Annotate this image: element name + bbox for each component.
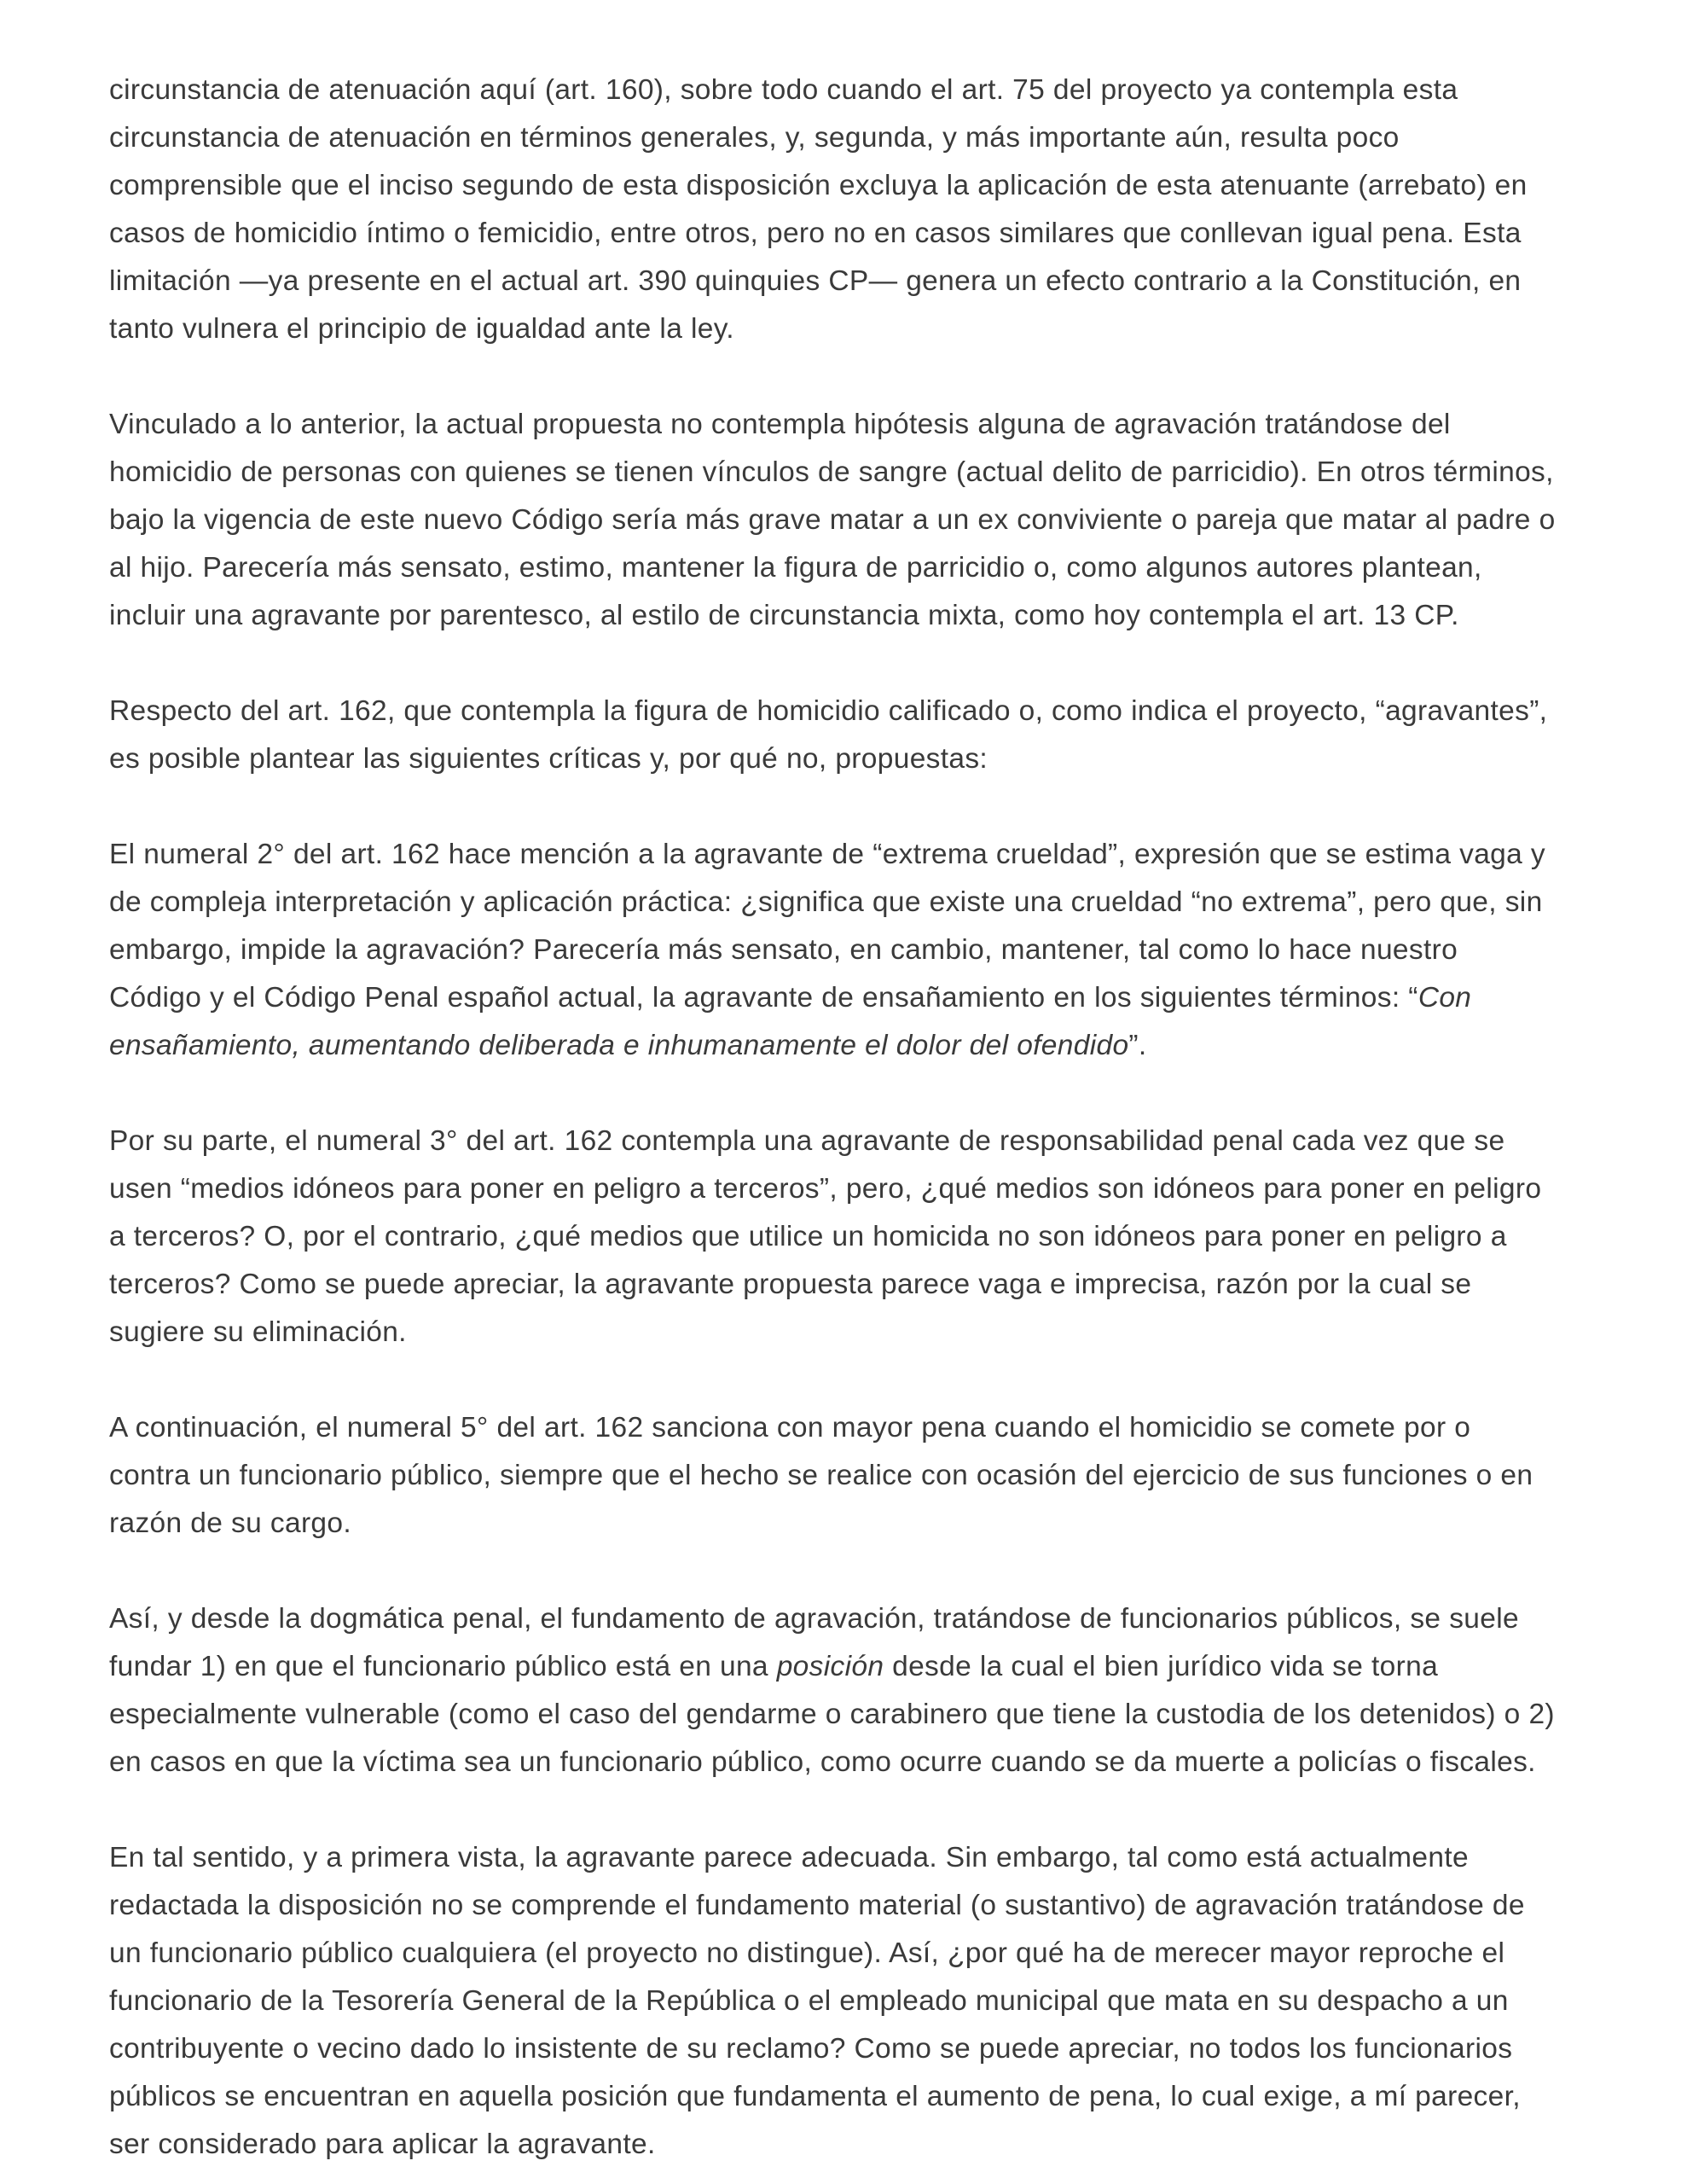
paragraph-5: Por su parte, el numeral 3° del art. 162 contempla una agravante de responsabilidad penal cada vez que se usen “medios idóneos para poner en peligro a terceros”, pero, ¿qué medios son idóneos para poner en peligro a terceros? O, por el contrario, ¿qué medios que utilice un homicida no son idóneos para poner en peligro a terceros? Como se puede apreciar, la agravante propuesta parece vaga e imprecisa, razón por la cual se sugiere su eliminación. [109,1125,1542,1348]
paragraph-2: Vinculado a lo anterior, la actual propuesta no contempla hipótesis alguna de agravación tratándose del homicidio de personas con quienes se tienen vínculos de sangre (actual delito de parricidio). En otros términos, bajo la vigencia de este nuevo Código sería más grave matar a un ex conviviente o pareja que matar al padre o al hijo. Parecería más sensato, estimo, mantener la figura de parricidio o, como algunos autores plantean, incluir una agravante por parentesco, al estilo de circunstancia mixta, como hoy contempla el art. 13 CP. [109,409,1556,631]
paragraph-7 [109,1595,1557,1786]
paragraph-4-text-before-italic: El numeral 2° del art. 162 hace mención a la agravante de “extrema crueldad”, expresión que se estima vaga y de compleja interpretación y aplicación práctica: ¿significa que existe una crueldad “no extrema”, pero que, sin embargo, impide la agravación? Parecería más sensato, en cambio, mantener, tal como lo hace nuestro Código y el Código Penal español actual, la agravante de ensañamiento en los siguientes términos: “ [109,839,1546,1014]
paragraph-7-text-before-italic: Así, y desde la dogmática penal, el fundamento de agravación, tratándose de funcionarios públicos, se suele fundar 1) en que el funcionario público está en una [109,1603,1519,1682]
paragraph-4 [109,831,1557,1070]
paragraph-4-italic-quote: Con ensañamiento, aumentando deliberada e inhumanamente el dolor del ofendido [109,982,1472,1061]
paragraph-7-text-after-italic: desde la cual el bien jurídico vida se torna especialmente vulnerable (como el caso del gendarme o carabinero que tiene la custodia de los detenidos) o 2) en casos en que la víctima sea un funcionario público, como ocurre cuando se da muerte a policías o fiscales. [109,1651,1555,1778]
paragraph-1: circunstancia de atenuación aquí (art. 160), sobre todo cuando el art. 75 del proyecto ya contempla esta circunstancia de atenuación en términos generales, y, segunda, y más importante aún, resulta poco comprensible que el inciso segundo de esta disposición excluya la aplicación de esta atenuante (arrebato) en casos de homicidio íntimo o femicidio, entre otros, pero no en casos similares que conllevan igual pena. Esta limitación —ya presente en el actual art. 390 quinquies CP— genera un efecto contrario a la Constitución, en tanto vulnera el principio de igualdad ante la ley. [109,74,1528,345]
paragraph-8: En tal sentido, y a primera vista, la agravante parece adecuada. Sin embargo, tal como está actualmente redactada la disposición no se comprende el fundamento material (o sustantivo) de agravación tratándose de un funcionario público cualquiera (el proyecto no distingue). Así, ¿por qué ha de merecer mayor reproche el funcionario de la Tesorería General de la República o el empleado municipal que mata en su despacho a un contribuyente o vecino dado lo insistente de su reclamo? Como se puede apreciar, no todos los funcionarios públicos se encuentran en aquella posición que fundamenta el aumento de pena, lo cual exige, a mí parecer, ser considerado para aplicar la agravante. [109,1842,1525,2160]
paragraph-4-text-after-italic: ”. [1128,1030,1147,1061]
document-body [109,67,1557,2169]
paragraph-6: A continuación, el numeral 5° del art. 162 sanciona con mayor pena cuando el homicidio se comete por o contra un funcionario público, siempre que el hecho se realice con ocasión del ejercicio de sus funciones o en razón de su cargo. [109,1412,1533,1539]
paragraph-7-italic-term: posición [776,1651,884,1682]
paragraph-3: Respecto del art. 162, que contempla la figura de homicidio calificado o, como indica el proyecto, “agravantes”, es posible plantear las siguientes críticas y, por qué no, propuestas: [109,695,1548,775]
